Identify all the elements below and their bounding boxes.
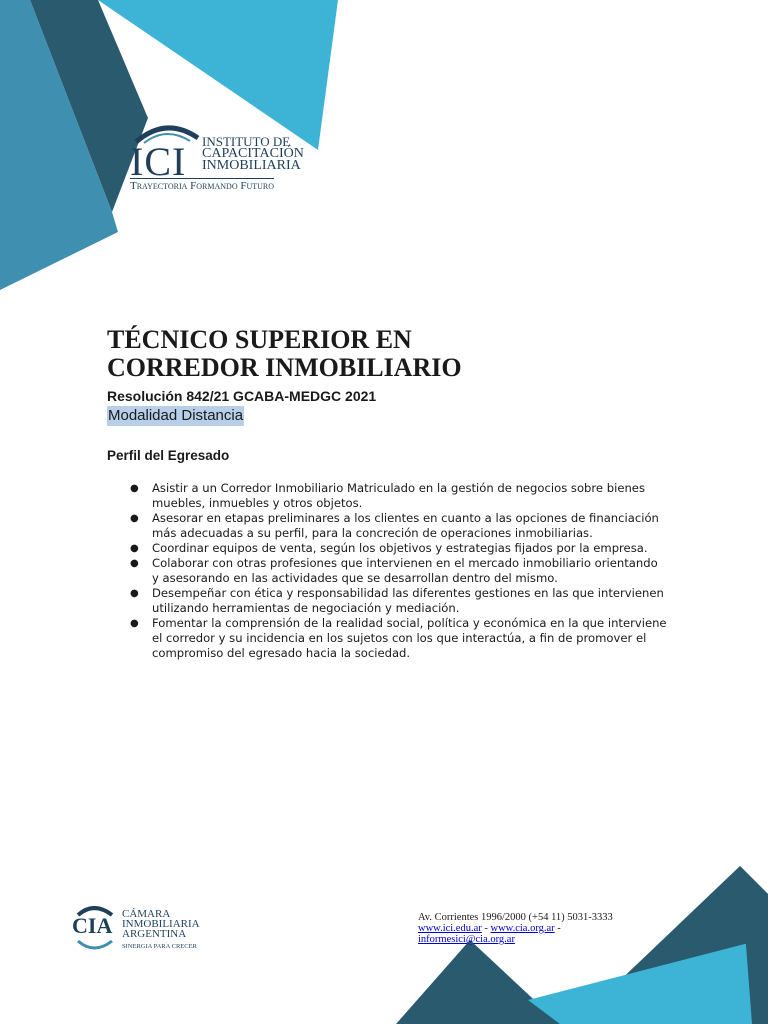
bullet-icon: ● bbox=[130, 543, 139, 554]
email-link[interactable]: informesici@cia.org.ar bbox=[418, 934, 515, 945]
contact-email-row bbox=[418, 934, 613, 945]
list-item-text: Fomentar la comprensión de la realidad social, política y económica en la que interviene el corredor y su incidencia en los sujetos con los que interactúa, a fin de promover el compromiso del egresado hacia la sociedad. bbox=[152, 616, 667, 660]
chamber-name bbox=[122, 909, 200, 939]
link-separator: - bbox=[554, 923, 561, 934]
bullet-icon: ● bbox=[130, 588, 139, 599]
cia-logo bbox=[70, 905, 220, 955]
contact-links bbox=[418, 923, 613, 934]
resolution-text: Resolución 842/21 GCABA-MEDGC 2021 bbox=[107, 388, 377, 404]
profile-list bbox=[128, 481, 668, 661]
institute-name-line: CAPACITACIÓN bbox=[202, 146, 304, 161]
institute-name bbox=[202, 136, 304, 172]
title-line: TÉCNICO SUPERIOR EN bbox=[107, 325, 412, 354]
ici-logo bbox=[128, 122, 318, 194]
list-item bbox=[128, 586, 668, 616]
chamber-tagline: SINERGIA PARA CRECER bbox=[122, 943, 197, 950]
title-line: CORREDOR INMOBILIARIO bbox=[107, 353, 462, 382]
section-heading: Perfil del Egresado bbox=[107, 448, 230, 463]
list-item-text: Asistir a un Corredor Inmobiliario Matriculado en la gestión de negocios sobre bienes muebles, inmuebles y otros objetos. bbox=[152, 481, 645, 510]
bottom-cyan-triangle bbox=[528, 938, 768, 1024]
bullet-icon: ● bbox=[130, 558, 139, 569]
list-item-text: Desempeñar con ética y responsabilidad las diferentes gestiones en las que intervienen utilizando herramientas de negociación y mediación. bbox=[152, 586, 664, 615]
institute-tagline: Trayectoria Formando Futuro bbox=[130, 180, 275, 192]
link-separator: - bbox=[481, 923, 491, 934]
contact-info bbox=[418, 912, 613, 945]
contact-address: Av. Corrientes 1996/2000 (+54 11) 5031-3333 bbox=[418, 912, 613, 923]
bullet-icon: ● bbox=[130, 483, 139, 494]
list-item bbox=[128, 556, 668, 586]
cia-logo-mark: CIA bbox=[72, 913, 113, 938]
list-item-text: Asesorar en etapas preliminares a los clientes en cuanto a las opciones de financiación más adecuadas a su perfil, para la concreción de operaciones inmobiliarias. bbox=[152, 511, 659, 540]
ici-logo-mark: ICI bbox=[130, 139, 187, 184]
bullet-icon: ● bbox=[130, 513, 139, 524]
modality-badge: Modalidad Distancia bbox=[108, 407, 244, 424]
list-item bbox=[128, 481, 668, 511]
chamber-name-line: ARGENTINA bbox=[122, 928, 187, 940]
list-item-text: Coordinar equipos de venta, según los objetivos y estrategias fijados por la empresa. bbox=[152, 541, 648, 555]
institute-name-line: INSTITUTO DE bbox=[202, 134, 291, 149]
document-title bbox=[107, 326, 667, 382]
ici-website-link[interactable]: www.ici.edu.ar bbox=[418, 923, 482, 934]
list-item bbox=[128, 616, 668, 661]
cia-website-link[interactable]: www.cia.org.ar bbox=[490, 923, 555, 934]
list-item bbox=[128, 541, 668, 556]
bottom-dark-triangle-left bbox=[396, 940, 560, 1024]
bullet-icon: ● bbox=[130, 618, 139, 629]
chamber-name-line: INMOBILIARIA bbox=[122, 918, 200, 930]
institute-name-line: INMOBILIARIA bbox=[202, 158, 301, 173]
list-item-text: Colaborar con otras profesiones que intervienen en el mercado inmobiliario orientando y asesorando en las actividades que se desarrollan dentro del mismo. bbox=[152, 556, 658, 585]
list-item bbox=[128, 511, 668, 541]
chamber-name-line: CÁMARA bbox=[122, 908, 171, 920]
